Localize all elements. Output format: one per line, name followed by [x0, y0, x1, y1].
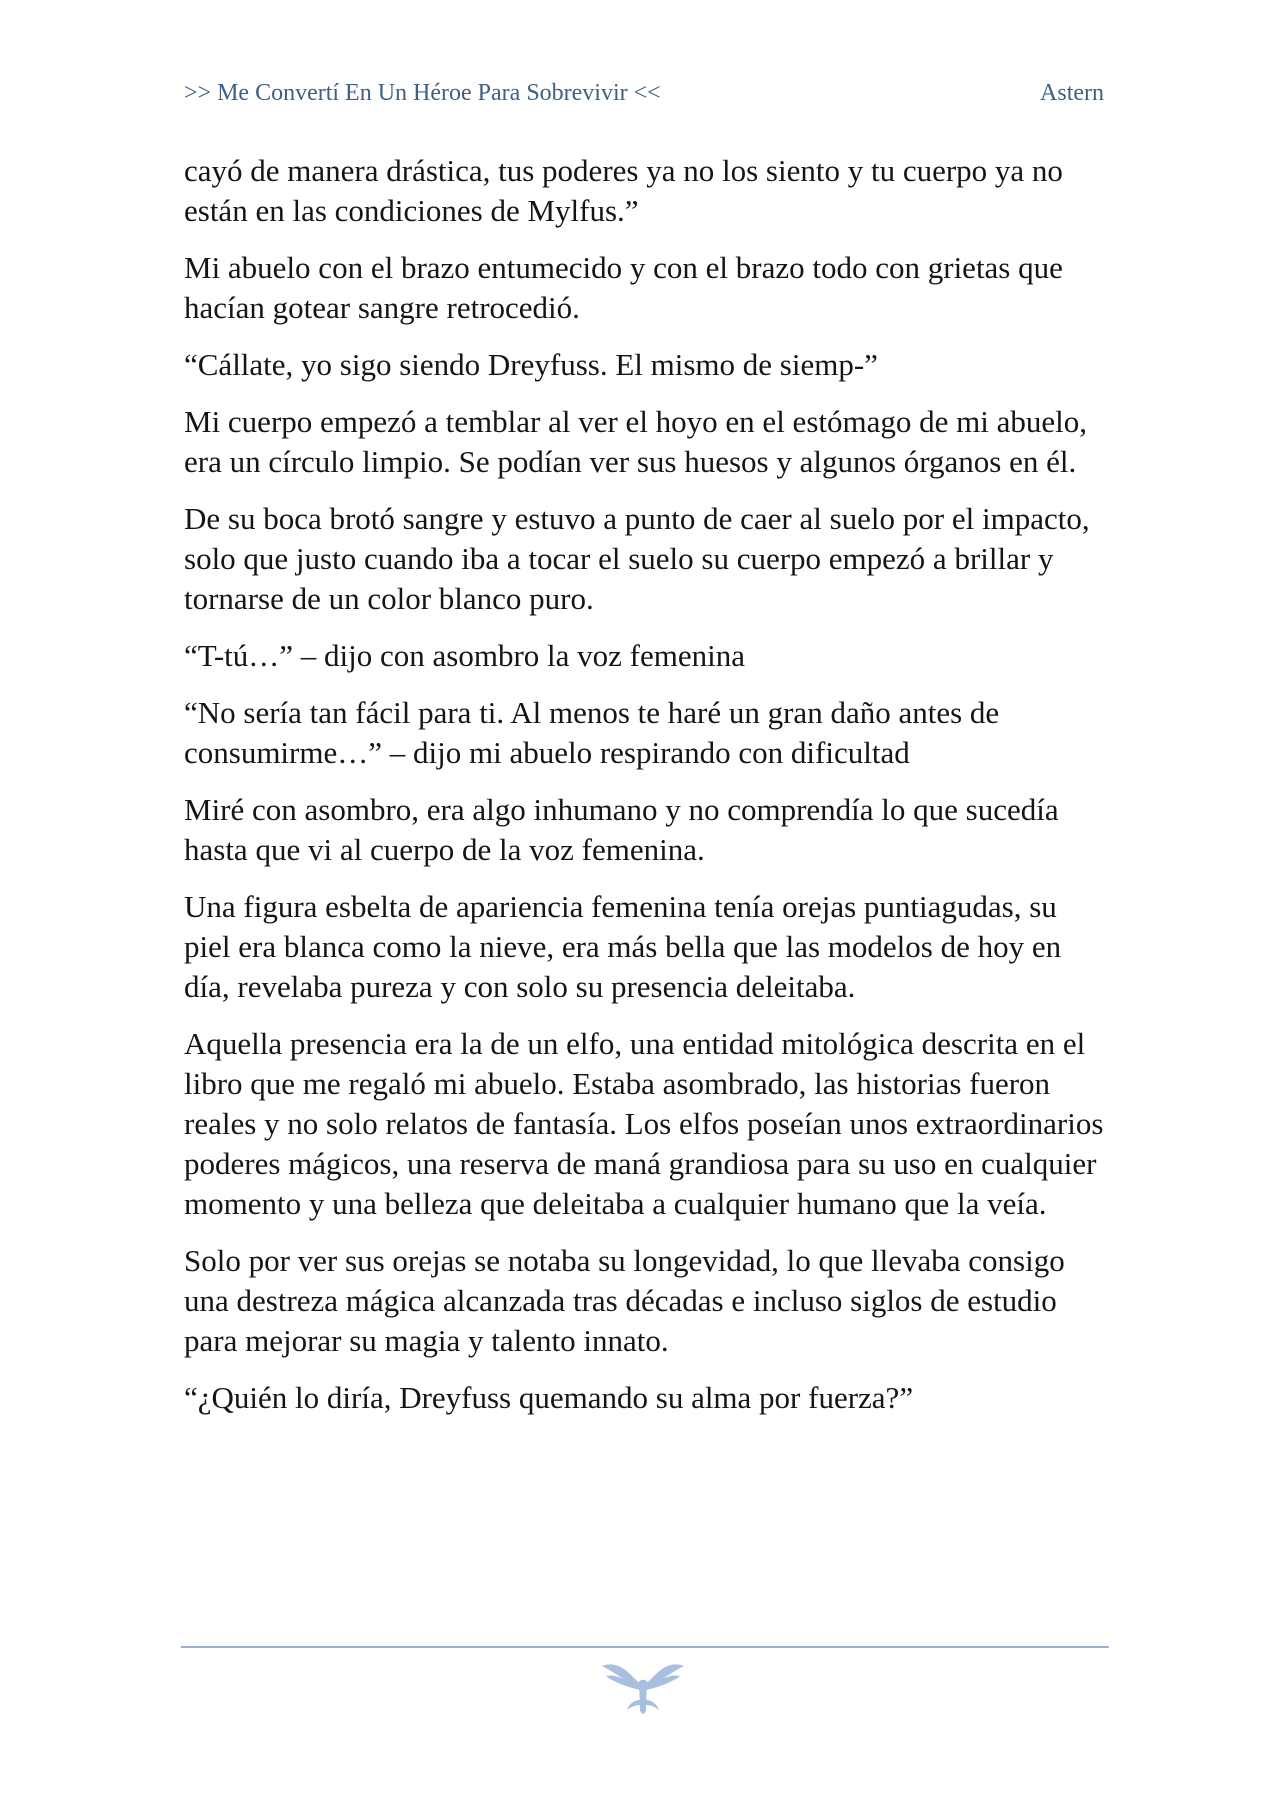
paragraph: Mi cuerpo empezó a temblar al ver el hoyo en el estómago de mi abuelo, era un círculo limpio. Se podían ver sus huesos y algunos órganos en él.	[184, 404, 1087, 479]
paragraph: “T-tú…” – dijo con asombro la voz femenina	[184, 638, 745, 673]
paragraph: Miré con asombro, era algo inhumano y no comprendía lo que sucedía hasta que vi al cuerpo de la voz femenina.	[184, 792, 1059, 867]
paragraph: cayó de manera drástica, tus poderes ya no los siento y tu cuerpo ya no están en las condiciones de Mylfus.”	[184, 153, 1063, 228]
paragraph: “Cállate, yo sigo siendo Dreyfuss. El mismo de siemp-”	[184, 347, 878, 382]
page-body	[184, 151, 1109, 1435]
paragraph: Solo por ver sus orejas se notaba su longevidad, lo que llevaba consigo una destreza mágica alcanzada tras décadas e incluso siglos de estudio para mejorar su magia y talento innato.	[184, 1243, 1065, 1358]
book-title: >> Me Convertí En Un Héroe Para Sobrevivir <<	[184, 79, 661, 106]
paragraph: “¿Quién lo diría, Dreyfuss quemando su alma por fuerza?”	[184, 1380, 914, 1415]
wing-ornament-icon	[600, 1660, 686, 1720]
page-header	[184, 76, 1104, 110]
author-name: Astern	[1040, 79, 1104, 106]
paragraph: Una figura esbelta de apariencia femenina tenía orejas puntiagudas, su piel era blanca como la nieve, era más bella que las modelos de hoy en día, revelaba pureza y con solo su presencia deleitaba.	[184, 889, 1062, 1004]
paragraph: Aquella presencia era la de un elfo, una entidad mitológica descrita en el libro que me regaló mi abuelo. Estaba asombrado, las historias fueron reales y no solo relatos de fantasía. Los elfos poseían unos extraordinarios poderes mágicos, una reserva de maná grandiosa para su uso en cualquier momento y una belleza que deleitaba a cualquier humano que la veía.	[184, 1026, 1104, 1221]
paragraph: “No sería tan fácil para ti. Al menos te haré un gran daño antes de consumirme…” – dijo mi abuelo respirando con dificultad	[184, 695, 1000, 770]
paragraph: Mi abuelo con el brazo entumecido y con el brazo todo con grietas que hacían gotear sangre retrocedió.	[184, 250, 1063, 325]
paragraph: De su boca brotó sangre y estuvo a punto de caer al suelo por el impacto, solo que justo cuando iba a tocar el suelo su cuerpo empezó a brillar y tornarse de un color blanco puro.	[184, 501, 1090, 616]
footer-divider	[181, 1646, 1109, 1648]
